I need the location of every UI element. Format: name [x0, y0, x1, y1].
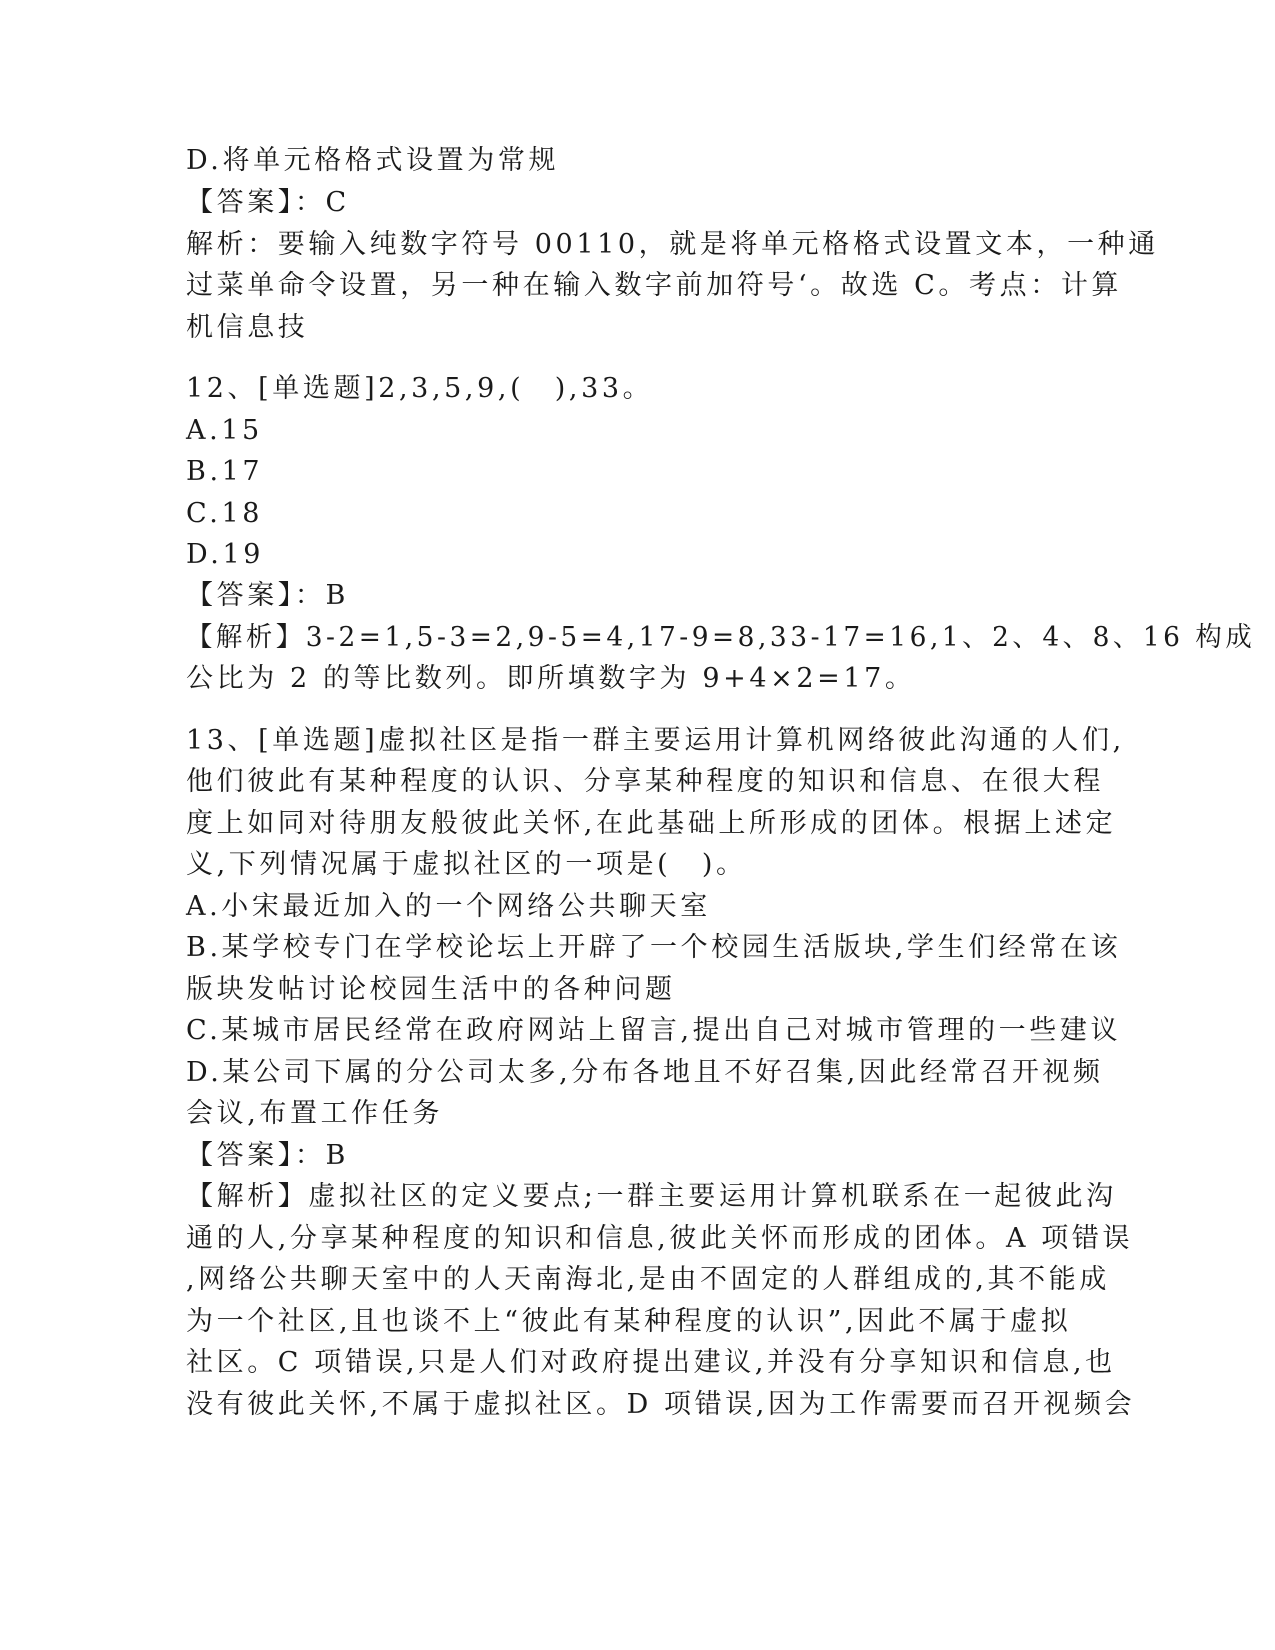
q13-analysis-line: 没有彼此关怀,不属于虚拟社区。D 项错误,因为工作需要而召开视频会 — [186, 1389, 1136, 1420]
q12-analysis-line: 公比为 2 的等比数列。即所填数字为 9+4×2=17。 — [186, 663, 916, 694]
q13-analysis-line: 【解析】虚拟社区的定义要点;一群主要运用计算机联系在一起彼此沟 — [186, 1181, 1117, 1212]
q13-stem-line: 度上如同对待朋友般彼此关怀,在此基础上所形成的团体。根据上述定 — [186, 808, 1117, 839]
q12-option-c: C.18 — [186, 498, 264, 529]
q13-option-d: D.某公司下属的分公司太多,分布各地且不好召集,因此经常召开视频 — [186, 1057, 1104, 1088]
q13-stem-line: 义,下列情况属于虚拟社区的一项是( )。 — [186, 849, 747, 880]
q12-analysis-line: 【解析】3-2=1,5-3=2,9-5=4,17-9=8,33-17=16,1、2、4、8、16 构成 — [186, 622, 1256, 653]
q13-stem-line: 他们彼此有某种程度的认识、分享某种程度的知识和信息、在很大程 — [186, 766, 1104, 797]
q13-answer: 【答案】：B — [186, 1140, 349, 1171]
q11-option-d: D.将单元格格式设置为常规 — [186, 145, 560, 176]
q11-analysis-line: 解析：要输入纯数字符号 00110，就是将单元格格式设置文本，一种通 — [186, 229, 1159, 260]
q13-option-b: B.某学校专门在学校论坛上开辟了一个校园生活版块,学生们经常在该 — [186, 932, 1122, 963]
q11-analysis-line: 机信息技 — [186, 312, 309, 343]
q13-stem-line: 13、[单选题]虚拟社区是指一群主要运用计算机网络彼此沟通的人们, — [186, 725, 1125, 756]
q13-analysis-line: 社区。C 项错误,只是人们对政府提出建议,并没有分享知识和信息,也 — [186, 1347, 1116, 1378]
q13-analysis-line: 为一个社区,且也谈不上“彼此有某种程度的认识”,因此不属于虚拟 — [186, 1306, 1072, 1337]
q13-option-d-cont: 会议,布置工作任务 — [186, 1098, 443, 1129]
q11-analysis-line: 过菜单命令设置，另一种在输入数字前加符号‘。故选 C。考点：计算 — [186, 270, 1123, 301]
q12-option-b: B.17 — [186, 456, 264, 487]
q13-option-a: A.小宋最近加入的一个网络公共聊天室 — [186, 891, 711, 922]
q13-option-c: C.某城市居民经常在政府网站上留言,提出自己对城市管理的一些建议 — [186, 1015, 1122, 1046]
q12-option-d: D.19 — [186, 539, 265, 570]
q12-option-a: A.15 — [186, 415, 263, 446]
q12-answer: 【答案】：B — [186, 580, 349, 611]
q12-stem: 12、[单选题]2,3,5,9,( ),33。 — [186, 373, 654, 404]
q13-analysis-line: 通的人,分享某种程度的知识和信息,彼此关怀而形成的团体。A 项错误 — [186, 1223, 1134, 1254]
q13-option-b-cont: 版块发帖讨论校园生活中的各种问题 — [186, 974, 676, 1005]
q11-answer: 【答案】：C — [186, 187, 350, 218]
q13-analysis-line: ,网络公共聊天室中的人天南海北,是由不固定的人群组成的,其不能成 — [186, 1264, 1110, 1295]
